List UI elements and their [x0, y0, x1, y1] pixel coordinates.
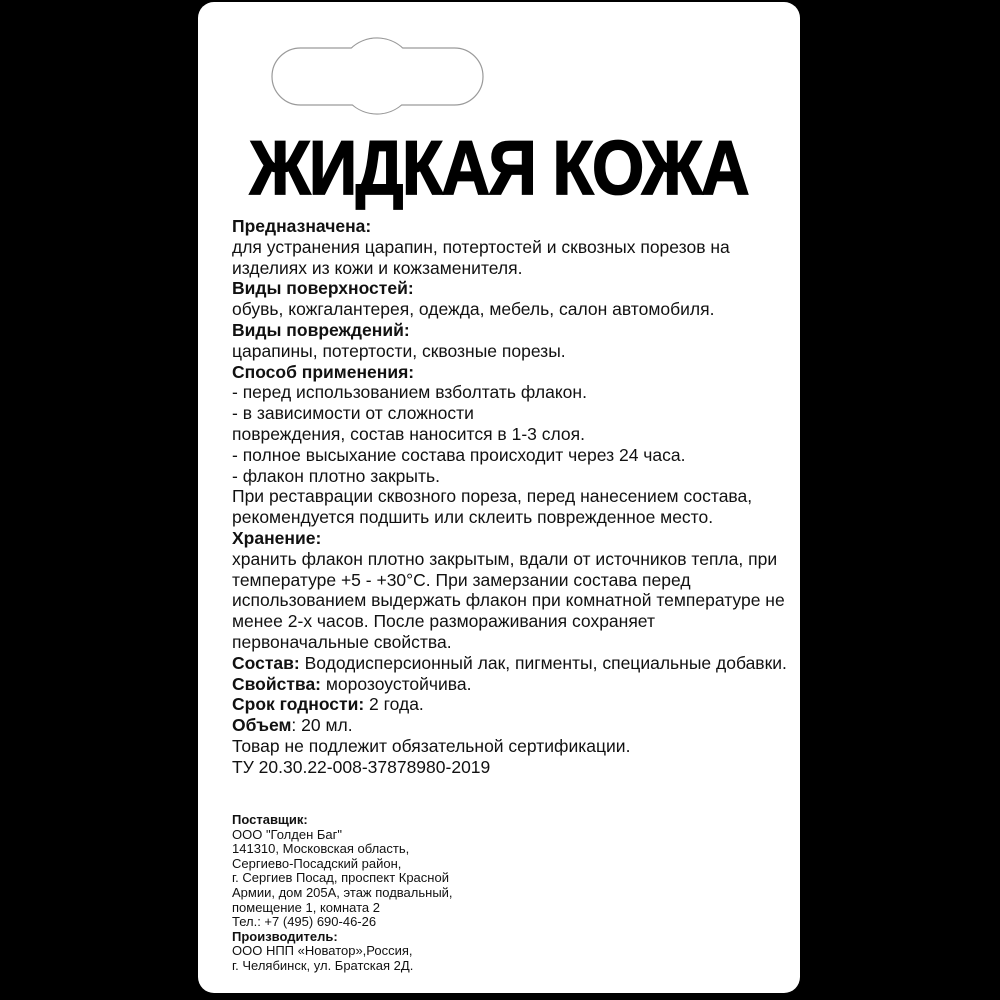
- label-text-line: Сергиево-Посадский район,: [232, 855, 402, 871]
- label-text-line: Тел.: +7 (495) 690-46-26: [232, 914, 377, 930]
- label-text-line: - флакон плотно закрыть.: [232, 465, 440, 486]
- label-text-line: - перед использованием взболтать флакон.: [232, 382, 587, 403]
- label-text-line: использованием выдержать флакон при комнатной температуре не: [232, 590, 785, 611]
- label-text-line: - в зависимости от сложности: [232, 403, 474, 424]
- label-text-line: Виды повреждений:: [232, 319, 410, 340]
- label-text-line: для устранения царапин, потертостей и сквозных порезов на: [232, 236, 730, 257]
- label-text-line: повреждения, состав наносится в 1-3 слоя.: [232, 423, 585, 444]
- label-text-line: царапины, потертости, сквозные порезы.: [232, 340, 566, 361]
- label-text-line: Виды поверхностей:: [232, 278, 414, 299]
- label-text-line: ООО "Голден Баг": [232, 826, 342, 842]
- product-title: ЖИДКАЯ КОЖА: [249, 126, 749, 211]
- label-text-line: ТУ 20.30.22-008-37878980-2019: [232, 756, 491, 777]
- label-text-line: г. Сергиев Посад, проспект Красной: [232, 870, 449, 886]
- label-text-line: менее 2-х часов. После размораживания сохраняет: [232, 611, 655, 632]
- label-text-line: - полное высыхание состава происходит через 24 часа.: [232, 444, 686, 465]
- label-text-line: Свойства: морозоустойчива.: [232, 673, 472, 694]
- product-label-card: [198, 2, 800, 993]
- label-text-line: Способ применения:: [232, 361, 415, 382]
- label-text-line: Товар не подлежит обязательной сертификации.: [232, 735, 631, 756]
- label-text-line: Объем: 20 мл.: [232, 715, 353, 736]
- supplier-manufacturer-block: [232, 813, 652, 974]
- label-text-line: рекомендуется подшить или склеить поврежденное место.: [232, 507, 714, 528]
- label-body-text: [232, 216, 792, 778]
- label-text-line: 141310, Московская область,: [232, 841, 410, 857]
- label-text-line: обувь, кожгалантерея, одежда, мебель, салон автомобиля.: [232, 299, 715, 320]
- label-text-line: ООО НПП «Новатор»,Россия,: [232, 943, 413, 959]
- label-text-line: Производитель:: [232, 928, 338, 944]
- label-text-line: температуре +5 - +30°С. При замерзании состава перед: [232, 569, 691, 590]
- label-text-line: первоначальные свойства.: [232, 631, 452, 652]
- label-text-line: Хранение:: [232, 527, 322, 548]
- euro-slot-hang-hole: [258, 27, 518, 127]
- label-text-line: г. Челябинск, ул. Братская 2Д.: [232, 957, 414, 973]
- label-text-line: Поставщик:: [232, 812, 308, 827]
- label-text-line: помещение 1, комната 2: [232, 899, 380, 915]
- label-text-line: хранить флакон плотно закрытым, вдали от источников тепла, при: [232, 548, 778, 569]
- label-text-line: Состав: Вододисперсионный лак, пигменты, специальные добавки.: [232, 652, 787, 673]
- label-text-line: Предназначена:: [232, 216, 372, 236]
- label-text-line: При реставрации сквозного пореза, перед нанесением состава,: [232, 486, 753, 507]
- label-text-line: изделиях из кожи и кожзаменителя.: [232, 257, 523, 278]
- label-text-line: Срок годности: 2 года.: [232, 694, 424, 715]
- label-text-line: Армии, дом 205А, этаж подвальный,: [232, 884, 453, 900]
